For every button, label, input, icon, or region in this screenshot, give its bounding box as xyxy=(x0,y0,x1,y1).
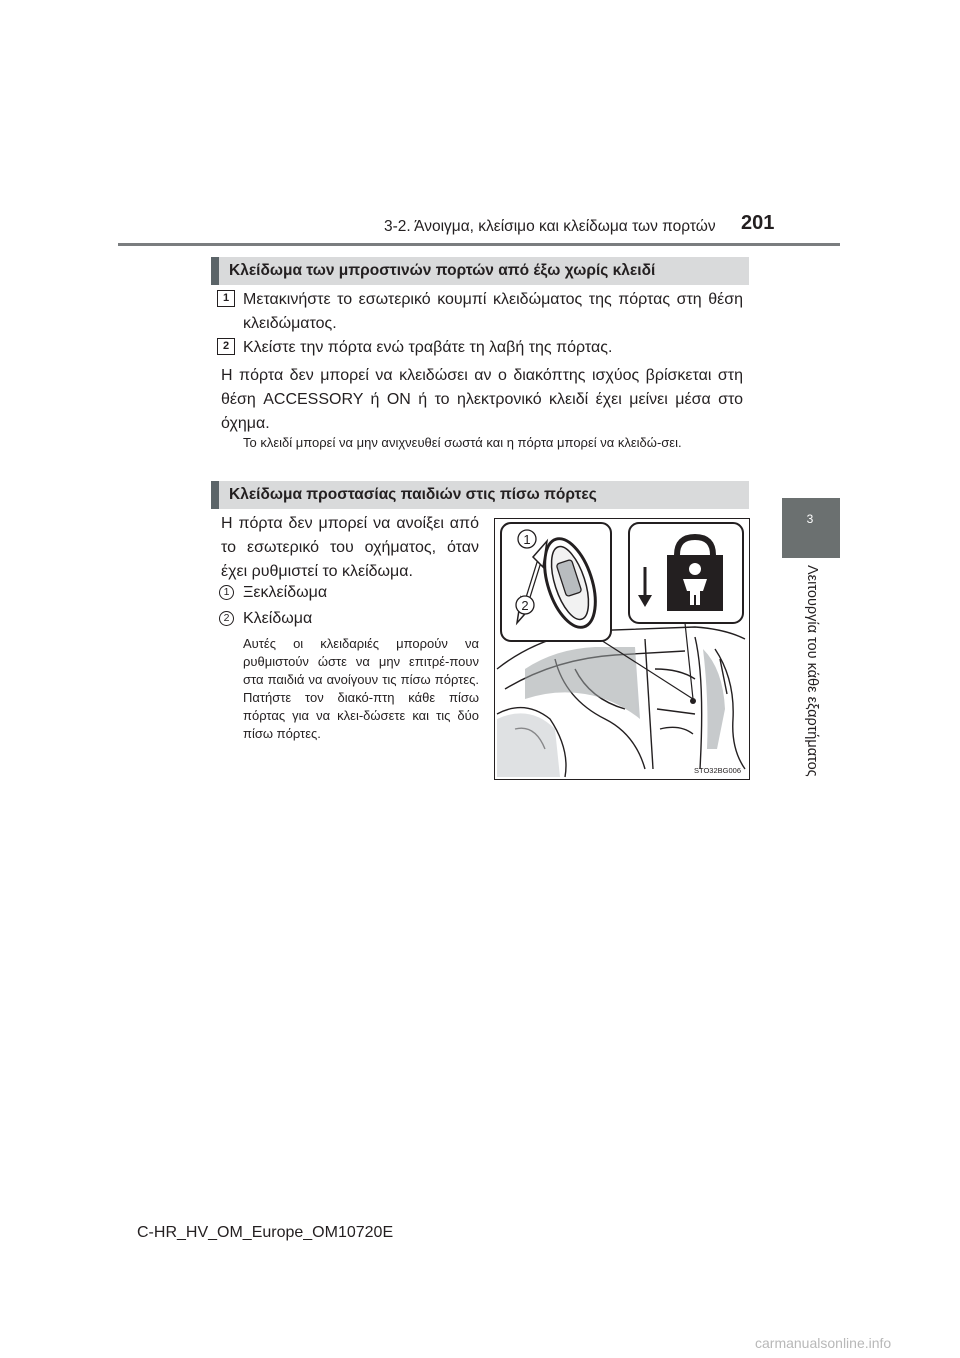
chapter-tab xyxy=(782,498,840,558)
section-paragraph: Η πόρτα δεν μπορεί να ανοίξει από το εσωτερικό του οχήματος, όταν έχει ρυθμιστεί το κλείδωμα. xyxy=(221,515,479,580)
step-text: Κλείστε την πόρτα ενώ τραβάτε τη λαβή της πόρτας. xyxy=(243,339,613,356)
illustration-code: STO32BG006 xyxy=(694,766,741,775)
section-note: Αυτές οι κλειδαριές μπορούν να ρυθμιστούν ώστε να μην επιτρέ-πουν στα παιδιά να ανοίγουν τις πίσω πόρτες. Πατήστε τον διακό-πτη κάθε πίσω πόρτας για να κλει-δώσετε και τις δύο πίσω πόρτες. xyxy=(243,636,479,741)
chapter-title: Λειτουργία του κάθε εξαρτήματος xyxy=(804,565,820,777)
section-paragraph: Η πόρτα δεν μπορεί να κλειδώσει αν ο διακόπτης ισχύος βρίσκεται στη θέση ACCESSORY ή ON ή το ηλεκτρονικό κλειδί έχει μείνει μέσα στο όχημα. xyxy=(221,367,743,432)
section-title-child-locks xyxy=(211,481,749,509)
step-number-box: 1 xyxy=(217,290,235,307)
item-label-lock: Κλείδωμα xyxy=(243,610,313,627)
item-label-unlock: Ξεκλείδωμα xyxy=(243,584,328,601)
section-note: Το κλειδί μπορεί να μην ανιχνευθεί σωστά και η πόρτα μπορεί να κλειδώ-σει. xyxy=(243,435,682,450)
item-number-circle: 2 xyxy=(219,611,234,626)
child-lock-illustration-svg xyxy=(495,519,749,779)
watermark: carmanualsonline.info xyxy=(755,1335,892,1351)
section-title-text: Κλείδωμα των μπροστινών πορτών από έξω χωρίς κλειδί xyxy=(229,262,656,279)
running-header: 3-2. Άνοιγμα, κλείσιμο και κλείδωμα των πορτών xyxy=(384,218,716,235)
section-title-front-doors xyxy=(211,257,749,285)
page-number: 201 xyxy=(741,212,775,234)
document-footer: C-HR_HV_OM_Europe_OM10720E xyxy=(137,1224,394,1241)
callout-1-label: 1 xyxy=(523,532,531,547)
item-number-circle: 1 xyxy=(219,585,234,600)
chapter-number: 3 xyxy=(806,512,814,526)
step-number-box: 2 xyxy=(217,338,235,355)
section-title-text: Κλείδωμα προστασίας παιδιών στις πίσω πόρτες xyxy=(229,486,597,503)
child-lock-illustration xyxy=(494,518,750,780)
step-text: Μετακινήστε το εσωτερικό κουμπί κλειδώματος της πόρτας στη θέση κλειδώματος. xyxy=(243,291,743,332)
header-rule xyxy=(118,243,840,246)
callout-2-label: 2 xyxy=(521,598,529,613)
